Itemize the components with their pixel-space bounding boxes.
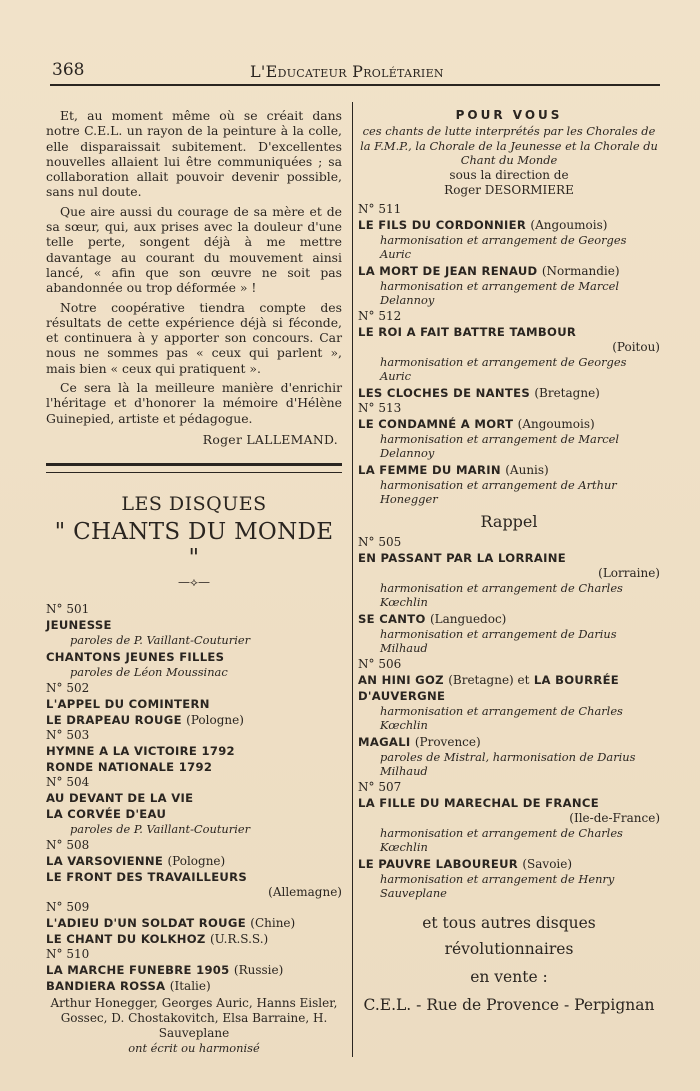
song-credit: paroles de Mistral, harmonisation de Darius Milhaud: [380, 749, 636, 778]
disc-number: N° 503: [46, 727, 90, 742]
article-paragraph: Que aire aussi du courage de sa mère et de sa sœur, qui, aux prises avec la douleur d'une telle perte, songent déjà à me mettre davantage au courant du mouvement ainsi lancé, « afin que son œuvre ne soit pas abandonnée ou trop déformée » !: [46, 203, 342, 296]
disc-entry-501: [46, 602, 342, 679]
song-title: CHANTONS JEUNES FILLES: [46, 649, 225, 664]
disc-number: N° 501: [46, 601, 90, 616]
song-title: AU DEVANT DE LA VIE: [46, 790, 194, 805]
song-credit: harmonisation et arrangement de Charles Kœchlin: [380, 703, 623, 732]
song-title: LE DRAPEAU ROUGE: [46, 712, 182, 727]
song-title: LES CLOCHES DE NANTES: [358, 385, 530, 400]
pour-vous-heading: POUR VOUS: [455, 108, 563, 122]
song-region: (U.R.S.S.): [209, 931, 269, 946]
conductor-name: Roger DESORMIERE: [444, 182, 574, 197]
song-region: (Russie): [233, 962, 284, 977]
page-header: [50, 58, 660, 86]
song-title: LE FRONT DES TRAVAILLEURS: [46, 869, 248, 884]
closing-line: en vente :: [470, 967, 548, 986]
disques-heading: LES DISQUES: [121, 492, 267, 515]
composers-note: ont écrit ou harmonisé: [128, 1040, 260, 1055]
song-region: (Poitou): [612, 339, 660, 354]
disc-number: N° 502: [46, 680, 90, 695]
disc-entry-511: [358, 202, 660, 307]
song-region: (Savoie): [522, 856, 573, 871]
song-credit: harmonisation et arrangement de Charles Kœchlin: [380, 580, 623, 609]
song-credit: harmonisation et arrangement de Georges Auric: [380, 232, 627, 261]
song-title: LE PAUVRE LABOUREUR: [358, 856, 519, 871]
left-column: [46, 108, 342, 1057]
song-region: (Languedoc): [430, 611, 507, 626]
page-number: 368: [52, 60, 85, 80]
song-title: LA MARCHE FUNEBRE 1905: [46, 962, 230, 977]
song-title: LA CORVÉE D'EAU: [46, 806, 167, 821]
disc-entry-507: [358, 780, 660, 900]
song-title-row: [46, 978, 342, 994]
song-credit: harmonisation et arrangement de Georges Auric: [380, 354, 627, 383]
article-signature: Roger LALLEMAND.: [202, 431, 338, 447]
article-paragraph: Ce sera là la meilleure manière d'enrichir l'héritage et d'honorer la mémoire d'Hélène Guinepied, artiste et pédagogue.: [46, 380, 342, 426]
song-region: (Aunis): [505, 462, 549, 477]
song-title: LA FILLE DU MARECHAL DE FRANCE: [358, 795, 599, 810]
song-title: LA BOURRÉE D'AUVERGNE: [358, 672, 620, 703]
rappel-heading: Rappel: [480, 511, 538, 531]
song-region: (Italie): [169, 978, 211, 993]
disc-entry-502: [46, 681, 342, 728]
disc-entry-505: [358, 535, 660, 655]
disc-entry-503: [46, 728, 342, 775]
song-region: (Bretagne): [534, 385, 600, 400]
song-title: AN HINI GOZ: [358, 672, 444, 687]
song-title: EN PASSANT PAR LA LORRAINE: [358, 550, 567, 565]
disc-entry-508: [46, 838, 342, 900]
song-title: BANDIERA ROSSA: [46, 978, 166, 993]
disc-entry-513: [358, 401, 660, 506]
song-region: (Allemagne): [268, 884, 342, 899]
disc-entry-506: [358, 657, 660, 778]
closing-address: C.E.L. - Rue de Provence - Perpignan: [363, 995, 655, 1014]
song-region: (Lorraine): [598, 565, 660, 580]
song-title-row: [358, 734, 660, 750]
disc-number: N° 505: [358, 534, 402, 549]
song-credit: harmonisation et arrangement de Marcel Delannoy: [380, 278, 620, 307]
article-paragraph: Et, au moment même où se créait dans notre C.E.L. un rayon de la peinture à la colle, elle disparaissait subitement. D'excellentes nouvelles allaient lui être communiquées ; sa collaboration allait pouvoir devenir possible, sans nul doute.: [46, 108, 342, 200]
song-region: (Angoumois): [530, 217, 608, 232]
song-region: (Normandie): [541, 263, 620, 278]
song-credit: harmonisation et arrangement de Henry Sauveplane: [380, 871, 615, 900]
disc-number: N° 506: [358, 656, 402, 671]
song-title-row: [46, 853, 342, 869]
song-credit: harmonisation et arrangement de Charles Kœchlin: [380, 825, 623, 854]
disques-subheading: " CHANTS DU MONDE ": [54, 518, 334, 571]
disc-number: N° 510: [46, 946, 90, 961]
song-region: (Pologne): [167, 853, 226, 868]
song-credit: paroles de P. Vaillant-Couturier: [70, 632, 251, 647]
disc-entry-510: [46, 947, 342, 994]
song-title-row: [358, 462, 660, 478]
song-region: (Provence): [414, 734, 481, 749]
song-title: L'ADIEU D'UN SOLDAT ROUGE: [46, 915, 246, 930]
disc-entry-509: [46, 900, 342, 947]
song-title: LE FILS DU CORDONNIER: [358, 217, 527, 232]
song-region: (Ile-de-France): [569, 810, 660, 825]
song-title-row: [358, 217, 660, 233]
article-body: [46, 108, 342, 447]
song-credit: harmonisation et arrangement de Marcel Delannoy: [380, 431, 620, 460]
song-title: RONDE NATIONALE 1792: [46, 759, 213, 774]
song-title: LA VARSOVIENNE: [46, 853, 164, 868]
song-title-row: [358, 416, 660, 432]
closing-line: et tous autres disques révolutionnaires: [422, 913, 596, 958]
disc-number: N° 512: [358, 308, 402, 323]
disc-number: N° 507: [358, 779, 402, 794]
disc-number: N° 508: [46, 837, 90, 852]
song-region: (Pologne): [186, 712, 244, 727]
running-title: L'Educateur Prolétarien: [250, 62, 444, 81]
pour-vous-direction: sous la direction de: [449, 167, 569, 182]
song-title: LE ROI A FAIT BATTRE TAMBOUR: [358, 324, 577, 339]
song-credit: harmonisation et arrangement de Arthur Honegger: [380, 477, 617, 506]
disc-number: N° 513: [358, 400, 402, 415]
disc-number: N° 509: [46, 899, 90, 914]
disc-entry-512: [358, 309, 660, 401]
song-title: L'APPEL DU COMINTERN: [46, 696, 210, 711]
song-title-row: [46, 712, 342, 728]
song-credit: paroles de Léon Moussinac: [70, 664, 228, 679]
song-title: LA MORT DE JEAN RENAUD: [358, 263, 538, 278]
pour-vous-intro: ces chants de lutte interprétés par les Chorales de la F.M.P., la Chorale de la Jeunesse et la Chorale du Chant du Monde: [360, 124, 658, 167]
song-title-row: [358, 385, 660, 401]
song-title: LE CHANT DU KOLKHOZ: [46, 931, 206, 946]
song-title: MAGALI: [358, 734, 411, 749]
song-credit: paroles de P. Vaillant-Couturier: [70, 821, 251, 836]
article-paragraph: Notre coopérative tiendra compte des résultats de cette expérience déjà si féconde, et continuera à y apporter son concours. Car nous ne sommes pas « ceux qui parlent », mais bien « ceux qui pratiquent ».: [46, 299, 342, 376]
song-region: (Angoumois): [517, 416, 595, 431]
song-credit: harmonisation et arrangement de Darius Milhaud: [380, 626, 617, 655]
song-title-row: [358, 611, 660, 627]
column-divider: [352, 102, 353, 1057]
song-title-row: [46, 931, 342, 947]
ornament-divider: —⟡—: [178, 574, 210, 589]
song-region: (Bretagne) et: [448, 672, 530, 687]
song-title: JEUNESSE: [46, 617, 112, 632]
song-title-row: [358, 672, 660, 704]
song-title: HYMNE A LA VICTOIRE 1792: [46, 743, 235, 758]
song-title-row: [358, 263, 660, 279]
song-title-row: [46, 915, 342, 931]
song-region: (Chine): [250, 915, 296, 930]
song-title-row: [46, 962, 342, 978]
song-title: LA FEMME DU MARIN: [358, 462, 501, 477]
song-title: LE CONDAMNÉ A MORT: [358, 416, 514, 431]
disc-entry-504: [46, 775, 342, 836]
section-divider: [46, 463, 342, 473]
right-column: [358, 108, 660, 1018]
composers-list: Arthur Honegger, Georges Auric, Hanns Eisler, Gossec, D. Chostakovitch, Elsa Barraine, H. Sauveplane: [50, 995, 338, 1040]
song-title-row: [358, 856, 660, 872]
disc-number: N° 511: [358, 201, 402, 216]
disc-number: N° 504: [46, 774, 90, 789]
song-title: SE CANTO: [358, 611, 426, 626]
